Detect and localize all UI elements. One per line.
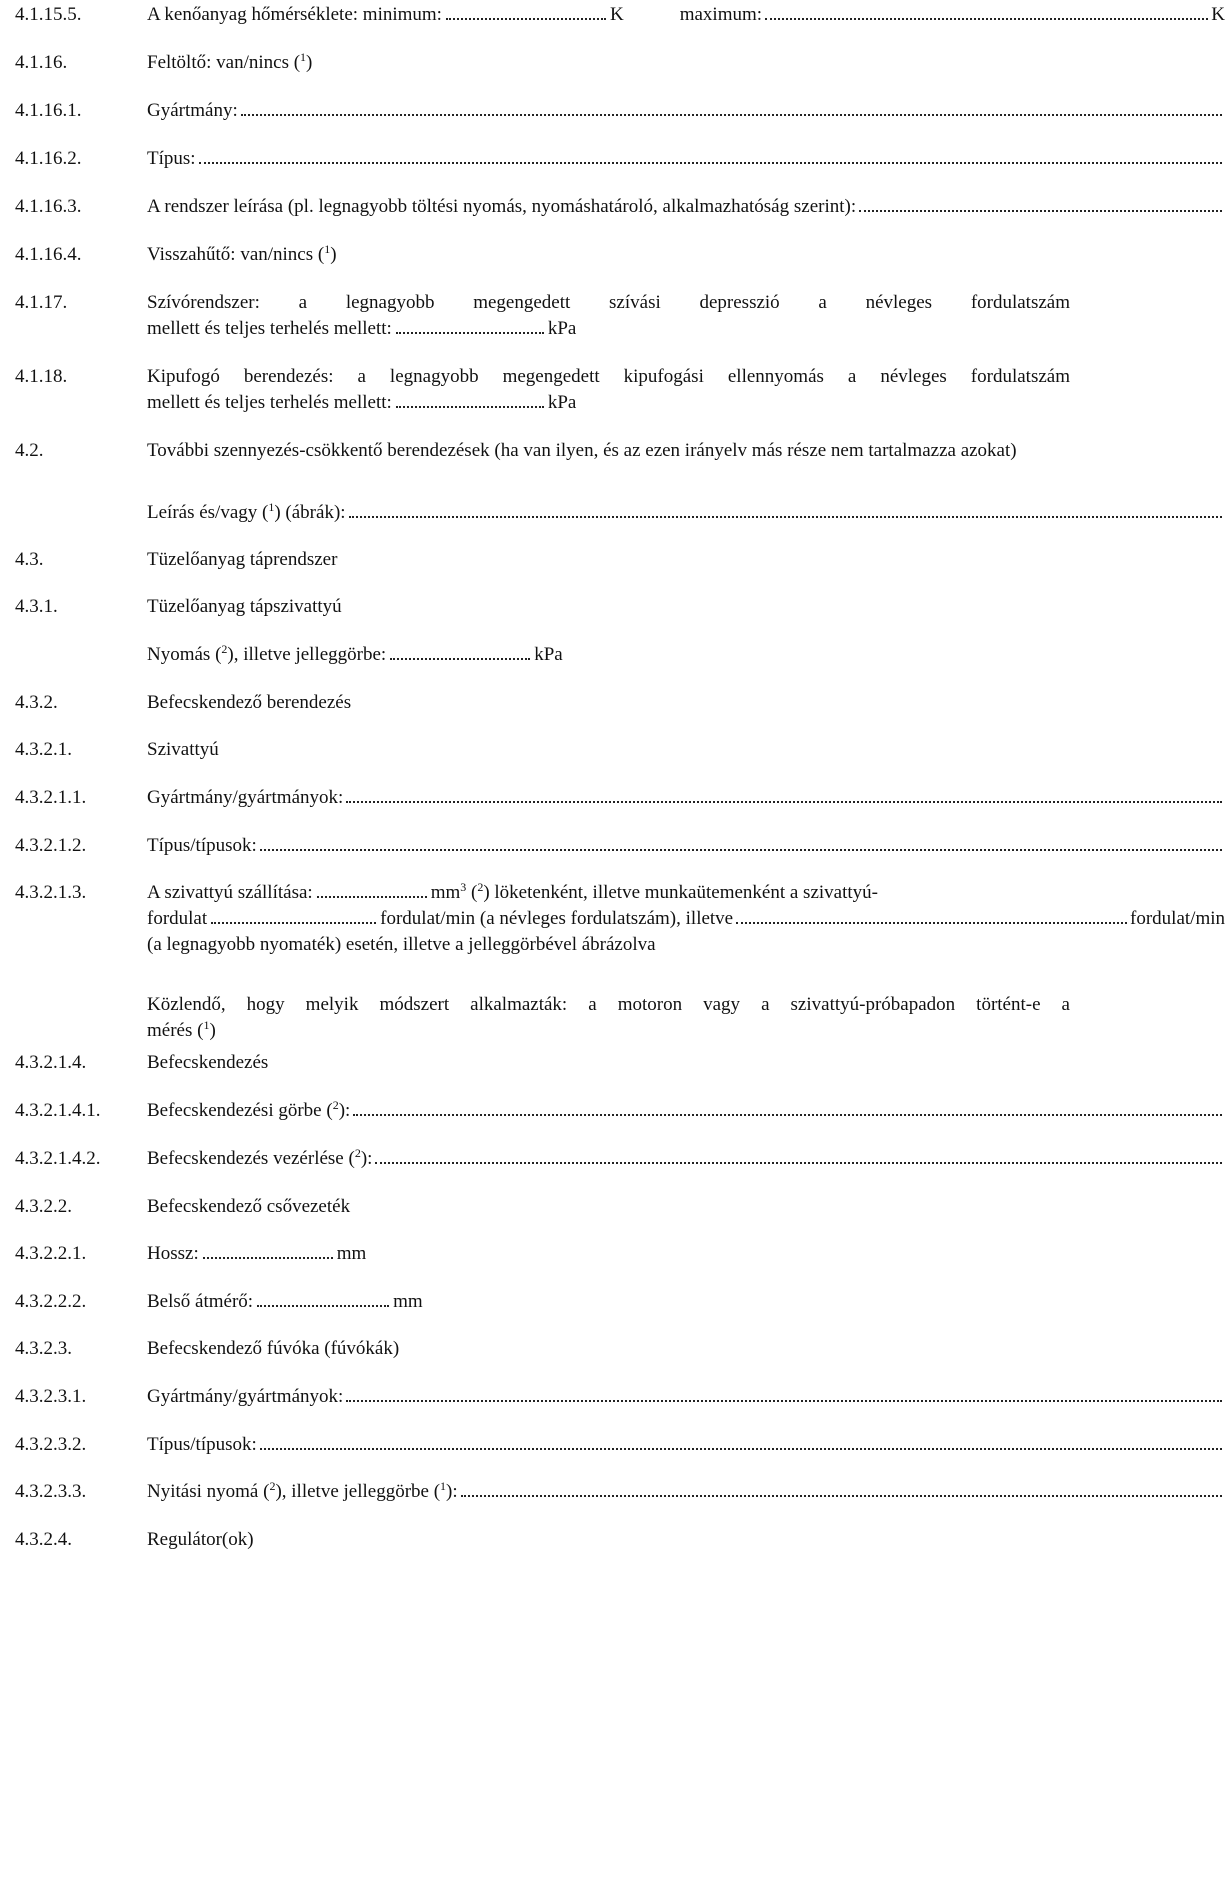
item-text: Befecskendező fúvóka (fúvókák) <box>147 1338 400 1359</box>
item-number: 4.3. <box>15 549 44 570</box>
item-text: Feltöltő: van/nincs ($^1$) <box>147 50 313 73</box>
item-text: Regulátor(ok) <box>147 1529 254 1550</box>
length-field[interactable] <box>203 1256 333 1259</box>
item-text-continued: mellett és teljes terhelés mellett: <box>147 392 392 413</box>
item-text: Kipufogó berendezés: a legnagyobb megengedett kipufogási ellennyomás a névleges fordulatszám <box>147 366 1070 387</box>
injection-curve-field[interactable] <box>353 1113 1222 1116</box>
unit-label: mm <box>393 1291 423 1312</box>
item-text: $mm^3$ ($^2$) löketenként, illetve munkaütemenként a szivattyú- <box>430 880 878 903</box>
field-label: Típus/típusok: <box>147 835 257 856</box>
opening-pressure-field[interactable] <box>461 1494 1222 1497</box>
field-label: Típus/típusok: <box>147 1434 257 1455</box>
field-label: Befecskendezési görbe ($^2$): <box>147 1098 351 1121</box>
unit-label: kPa <box>547 392 577 413</box>
item-number: 4.1.17. <box>15 292 68 313</box>
item-number: 4.3.2.4. <box>15 1529 72 1550</box>
item-number: 4.3.2.2.2. <box>15 1291 87 1312</box>
item-text-continued: mellett és teljes terhelés mellett: <box>147 318 392 339</box>
field-label: Gyártmány/gyártmányok: <box>147 1386 344 1407</box>
unit-label: K <box>609 4 624 25</box>
pressure-field[interactable] <box>390 657 530 660</box>
item-number: 4.3.2. <box>15 692 58 713</box>
item-number: 4.3.2.2.1. <box>15 1243 87 1264</box>
item-text: fordulat <box>147 908 208 929</box>
field-label: Nyomás ($^2$), illetve jelleggörbe: <box>147 642 387 665</box>
unit-label: mm <box>336 1243 367 1264</box>
unit-label: K <box>1211 4 1225 25</box>
item-text: (a legnagyobb nyomaték) esetén, illetve a jelleggörbével ábrázolva <box>147 934 656 955</box>
injection-timing-field[interactable] <box>375 1161 1222 1164</box>
item-number: 4.1.16.4. <box>15 244 82 265</box>
field-label: Gyártmány: <box>147 100 238 121</box>
item-text: Befecskendező csővezeték <box>147 1196 351 1217</box>
item-text: fordulat/min <box>1130 908 1225 929</box>
make-field[interactable] <box>241 113 1222 116</box>
item-number: 4.3.2.1.3. <box>15 882 87 903</box>
exhaust-backpressure-field[interactable] <box>396 405 544 408</box>
lubricant-temperature-line <box>147 2 1225 28</box>
intake-depression-field[interactable] <box>396 331 544 334</box>
description-field[interactable] <box>349 515 1222 518</box>
item-number: 4.3.2.3.3. <box>15 1481 87 1502</box>
field-label: Belső átmérő: <box>147 1291 254 1312</box>
field-label: Leírás és/vagy ($^1$) (ábrák): <box>147 500 346 523</box>
item-text: Befecskendező berendezés <box>147 692 352 713</box>
item-text: Tüzelőanyag táprendszer <box>147 549 338 570</box>
system-description-field[interactable] <box>859 209 1222 212</box>
field-label: A kenőanyag hőmérséklete: minimum: <box>147 4 442 25</box>
field-label: Típus: <box>147 148 196 169</box>
field-label: Befecskendezés vezérlése ($^2$): <box>147 1146 373 1169</box>
minimum-field[interactable] <box>446 17 606 20</box>
delivery-field[interactable] <box>317 895 427 898</box>
item-number: 4.1.15.5. <box>15 4 82 25</box>
item-text: fordulat/min (a névleges fordulatszám), illetve <box>380 908 734 929</box>
item-number: 4.3.2.1. <box>15 739 72 760</box>
item-number: 4.3.1. <box>15 596 58 617</box>
pump-type-field[interactable] <box>260 848 1222 851</box>
item-text: További szennyezés-csökkentő berendezések (ha van ilyen, és az ezen irányelv más része nem tartalmazza azokat) <box>147 440 1017 461</box>
max-torque-speed-field[interactable] <box>736 921 1127 924</box>
item-number: 4.3.2.1.4. <box>15 1052 87 1073</box>
pump-make-field[interactable] <box>346 800 1222 803</box>
item-text: A szivattyú szállítása: <box>147 882 313 903</box>
item-text: Tüzelőanyag tápszivattyú <box>147 596 342 617</box>
item-number: 4.3.2.3.2. <box>15 1434 87 1455</box>
item-number: 4.3.2.1.4.2. <box>15 1148 101 1169</box>
unit-label: kPa <box>534 644 563 665</box>
maximum-field[interactable] <box>765 17 1208 20</box>
type-field[interactable] <box>199 161 1222 164</box>
inner-diameter-field[interactable] <box>257 1304 389 1307</box>
item-number: 4.1.16.3. <box>15 196 82 217</box>
item-number: 4.3.2.2. <box>15 1196 72 1217</box>
item-number: 4.3.2.3. <box>15 1338 72 1359</box>
nozzle-make-field[interactable] <box>346 1399 1222 1402</box>
item-number: 4.3.2.1.2. <box>15 835 87 856</box>
item-number: 4.3.2.1.4.1. <box>15 1100 101 1121</box>
unit-label: kPa <box>547 318 577 339</box>
item-number: 4.1.16.2. <box>15 148 82 169</box>
item-number: 4.1.16. <box>15 52 68 73</box>
item-text: Befecskendezés <box>147 1052 269 1073</box>
field-label: A rendszer leírása (pl. legnagyobb töltési nyomás, nyomáshatároló, alkalmazhatóság szerint): <box>147 196 857 217</box>
nozzle-type-field[interactable] <box>260 1447 1222 1450</box>
item-number: 4.3.2.1.1. <box>15 787 87 808</box>
field-label: maximum: <box>679 4 763 25</box>
item-number: 4.1.16.1. <box>15 100 82 121</box>
note-text: Közlendő, hogy melyik módszert alkalmazták: a motoron vagy a szivattyú-próbapadon történt-e a mérés ($^1$) <box>147 994 1070 1041</box>
field-label: Gyártmány/gyártmányok: <box>147 787 344 808</box>
rated-speed-field[interactable] <box>211 921 376 924</box>
item-text: Visszahűtő: van/nincs ($^1$) <box>147 242 337 265</box>
item-text: Szívórendszer: a legnagyobb megengedett szívási depresszió a névleges fordulatszám <box>147 292 1070 313</box>
item-number: 4.1.18. <box>15 366 68 387</box>
item-text: Szivattyú <box>147 739 219 760</box>
field-label: Nyitási nyomá ($^2$), illetve jelleggörbe ($^1$): <box>147 1479 458 1502</box>
item-number: 4.3.2.3.1. <box>15 1386 87 1407</box>
item-number: 4.2. <box>15 440 44 461</box>
field-label: Hossz: <box>147 1243 199 1264</box>
